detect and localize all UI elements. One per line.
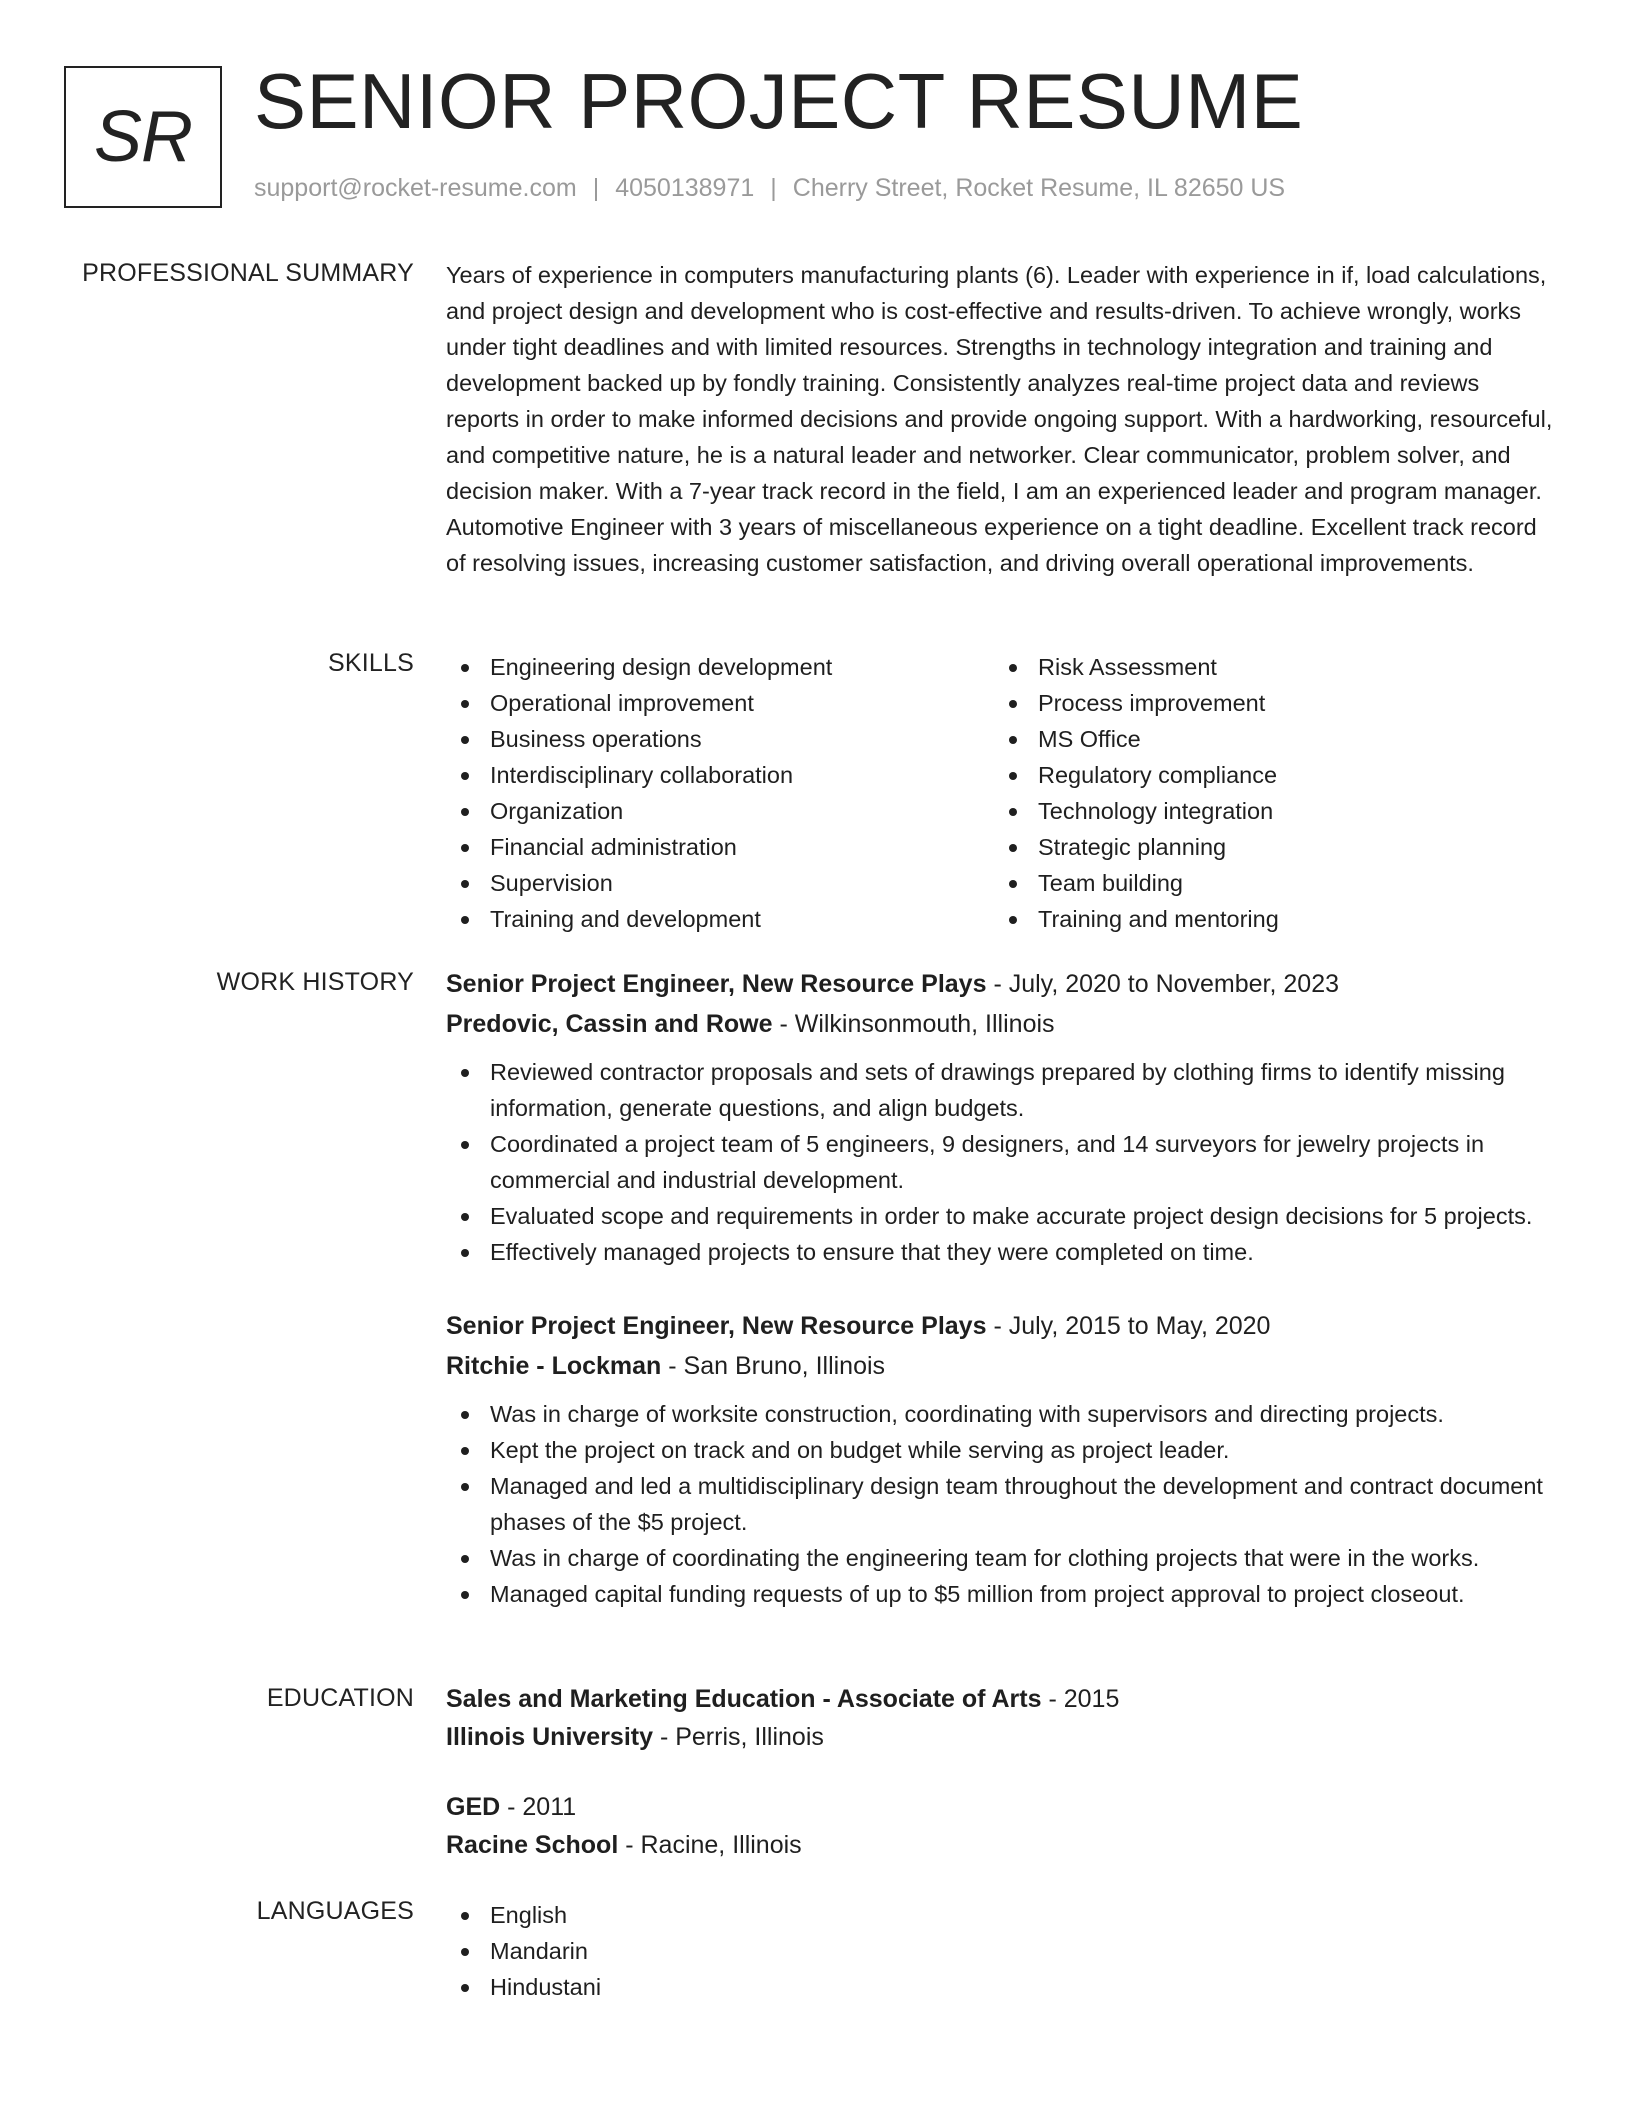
education-location: - Racine, Illinois [618,1831,802,1859]
language-item: Hindustani [446,1969,1556,2005]
job-title-line [446,1306,1556,1346]
job-dates: - July, 2015 to May, 2020 [986,1312,1271,1340]
contact-email: support@rocket-resume.com [254,174,577,202]
job-location: - Wilkinsonmouth, Illinois [772,1010,1055,1038]
language-item: Mandarin [446,1933,1556,1969]
education-year: - 2015 [1041,1685,1120,1713]
education-entry [446,1680,1556,1756]
skill-item: Interdisciplinary collaboration [446,757,994,793]
education-entry [446,1788,1556,1864]
skill-item: Training and development [446,901,994,937]
summary-text: Years of experience in computers manufacturing plants (6). Leader with experience in if, load calculations, and project design and development who is cost-effective and results-driven. To achieve wrongly, works under tight deadlines and with limited resources. Strengths in technology integration and training and development backed up by fondly training. Consistently analyzes real-time project data and reviews reports in order to make informed decisions and provide ongoing support. With a hardworking, resourceful, and competitive nature, he is a natural leader and networker. Clear communicator, problem solver, and decision maker. With a 7-year track record in the field, I am an experienced leader and program manager. Automotive Engineer with 3 years of miscellaneous experience on a tight deadline. Excellent track record of resolving issues, increasing customer satisfaction, and driving overall operational improvements. [446,262,1553,576]
skills-list-left [446,649,994,937]
section-heading-summary: PROFESSIONAL SUMMARY [82,259,414,287]
skill-item: Supervision [446,865,994,901]
resume-name: SENIOR PROJECT RESUME [254,57,1304,145]
job-bullet: Managed and led a multidisciplinary design team throughout the development and contract document phases of the $5 project. [446,1468,1556,1540]
skills-body [446,649,1556,937]
education-school: Illinois University [446,1723,654,1751]
skill-item: Operational improvement [446,685,994,721]
job-dates: - July, 2020 to November, 2023 [986,970,1340,998]
section-heading-work-history: WORK HISTORY [216,968,414,996]
job-title-line [446,964,1556,1004]
education-school-line [446,1718,1556,1756]
section-heading-skills: SKILLS [328,649,414,677]
job-company-line [446,1004,1556,1044]
education-degree-line [446,1788,1556,1826]
skills-columns [446,649,1556,937]
contact-separator: | [770,174,777,202]
education-degree-line [446,1680,1556,1718]
education-body [446,1680,1556,1896]
job-company: Predovic, Cassin and Rowe [446,1010,773,1038]
education-location: - Perris, Illinois [653,1723,824,1751]
contact-separator: | [592,174,600,202]
contact-address: Cherry Street, Rocket Resume, IL 82650 US [792,174,1286,202]
skill-item: Engineering design development [446,649,994,685]
education-degree: Sales and Marketing Education - Associate of Arts [446,1685,1042,1713]
job-entry [446,1306,1556,1612]
education-school-line [446,1826,1556,1864]
skill-item: Team building [994,865,1542,901]
language-item: English [446,1897,1556,1933]
education-year: - 2011 [500,1793,577,1821]
skill-item: Financial administration [446,829,994,865]
summary-body [446,257,1556,581]
job-bullet: Coordinated a project team of 5 engineers, 9 designers, and 14 surveyors for jewelry projects in commercial and industrial development. [446,1126,1556,1198]
skill-item: Strategic planning [994,829,1542,865]
job-company-line [446,1346,1556,1386]
job-bullets [446,1396,1556,1612]
skills-list-right [994,649,1542,937]
languages-list [446,1897,1556,2005]
skill-item: Business operations [446,721,994,757]
section-heading-education: EDUCATION [266,1684,414,1712]
job-location: - San Bruno, Illinois [661,1352,886,1380]
monogram-initials: SR [93,97,193,177]
job-bullets [446,1054,1556,1270]
skill-item: Regulatory compliance [994,757,1542,793]
job-entry [446,964,1556,1270]
skill-item: Training and mentoring [994,901,1542,937]
job-company: Ritchie - Lockman [446,1352,662,1380]
job-bullet: Reviewed contractor proposals and sets of drawings prepared by clothing firms to identify missing information, generate questions, and align budgets. [446,1054,1556,1126]
education-degree: GED [446,1793,501,1821]
education-school: Racine School [446,1831,619,1859]
job-title: Senior Project Engineer, New Resource Plays [446,970,987,998]
job-title: Senior Project Engineer, New Resource Plays [446,1312,987,1340]
job-bullet: Was in charge of worksite construction, coordinating with supervisors and directing projects. [446,1396,1556,1432]
job-bullet: Evaluated scope and requirements in order to make accurate project design decisions for 5 projects. [446,1198,1556,1234]
skill-item: Technology integration [994,793,1542,829]
contact-phone: 4050138971 [615,174,755,202]
work-history-body [446,964,1556,1648]
monogram-badge [64,66,222,208]
job-bullet: Was in charge of coordinating the engineering team for clothing projects that were in the works. [446,1540,1556,1576]
skill-item: Risk Assessment [994,649,1542,685]
skill-item: MS Office [994,721,1542,757]
languages-body [446,1897,1556,2005]
job-bullet: Effectively managed projects to ensure that they were completed on time. [446,1234,1556,1270]
section-heading-languages: LANGUAGES [256,1897,414,1925]
skill-item: Organization [446,793,994,829]
job-bullet: Managed capital funding requests of up to $5 million from project approval to project closeout. [446,1576,1556,1612]
contact-line [254,174,1285,203]
job-bullet: Kept the project on track and on budget while serving as project leader. [446,1432,1556,1468]
skill-item: Process improvement [994,685,1542,721]
